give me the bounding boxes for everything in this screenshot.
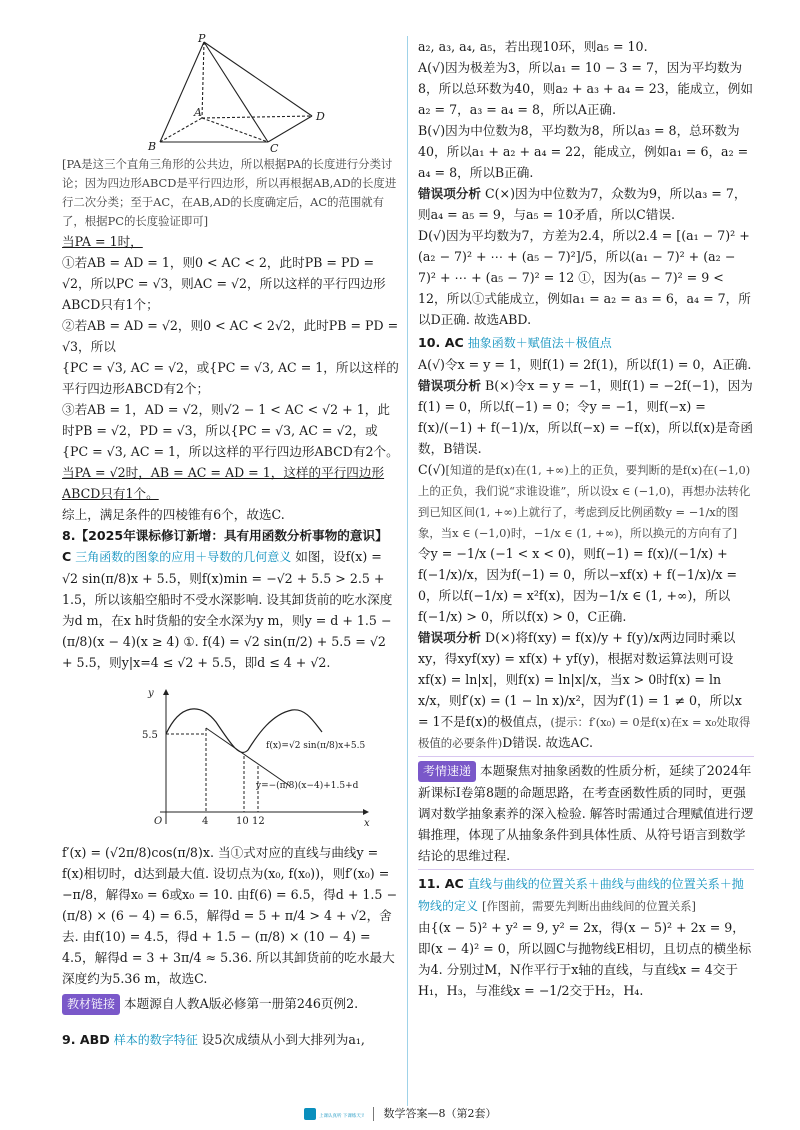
analysis-note: [PA是这三个直角三角形的公共边，所以根据PA的长度进行分类讨论；因为四边形ABCD是平行四边形，所以再根据AB,AD的长度进行二次分类；至于AC，在AB,AD的长度确定后，AC的范围就有了，根据PC的长度验证即可]	[62, 157, 397, 228]
brand-logo	[304, 1106, 364, 1122]
topic-tag: 三角函数的图象的应用＋导数的几何意义	[75, 550, 292, 564]
topic-tag: 样本的数字特征	[113, 1033, 198, 1047]
option-analysis: B(×)令x = y = −1，则f(1) = −2f(−1)，因为f(1) = 0，所以f(−1) = 0；令y = −1，则f(−x) = f(x)/(−1) + f(−1)/x，所以f(−x) = −f(x)，所以f(x)是奇函数，B错误.	[418, 378, 753, 456]
left-column-lower	[62, 842, 400, 1051]
textbook-link-tag: 教材链接	[62, 994, 120, 1015]
page-label: 数学答案—8（第2套）	[383, 1107, 497, 1120]
column-divider	[407, 36, 408, 1106]
right-column	[418, 36, 754, 1001]
error-analysis-label: 错误项分析	[418, 378, 481, 393]
x-tick-label: 12	[252, 816, 265, 827]
option-label: C(√)	[418, 462, 446, 477]
option-analysis: D(√)因为平均数为7，方差为2.4，所以2.4 = [(a₁ − 7)² + (a₂ − 7)² + ⋯ + (a₅ − 7)²]/5，所以(a₁ − 7)² + (a₂ − 7)² + ⋯ + (a₅ − 7)² = 12 ①，因为(a₅ − 7)² = 9 < 12，所以①式能成立，例如a₁ = a₂ = a₃ = 6，a₄ = 7，所以D正确. 故选ABD.	[418, 228, 751, 327]
solution-text: 如图，设f(x) = √2 sin(π/8)x + 5.5，则f(x)min = −√2 + 5.5 > 2.5 + 1.5，所以该船空船时不受水深影响. 设其卸货前的吃水深度为d m，在x h时货船的安全水深为y m，则y = d + 1.5 − (π/8)(x − 4)(x ≥ 4) ①. f(4) = √2 sin(π/2) + 5.5 = √2 + 5.5，则y|x=4 ≤ √2 + 5.5，即d ≤ 4 + √2.	[62, 549, 393, 670]
function-graph	[140, 684, 376, 834]
exam-trend-text: 本题聚焦对抽象函数的性质分析，延续了2024年新课标Ⅰ卷第8题的命题思路，在考查函数性质的同时，更强调对数学抽象素养的深入检验. 解答时需通过合理赋值进行逻辑推理，体现了从抽象条件到具体性质、从符号语言到数学结论的思维过程.	[418, 763, 754, 863]
solution-text: 设5次成绩从小到大排列为a₁,	[201, 1032, 365, 1047]
option-analysis: D(×)将f(xy) = f(x)/y + f(y)/x两边同时乘以xy，得xyf(xy) = xf(x) + yf(y)，根据对数运算法则可设xf(x) = ln|x|，则f(x) = ln|x|/x，当x > 0时f(x) = ln x/x，则f′(x) = (1 − ln x)/x²，因为f′(1) = 1 ≠ 0，所以x = 1不是f(x)的极值点，	[418, 630, 742, 729]
vertex-label: D	[316, 110, 325, 123]
analysis-note: [作图前，需要先判断出曲线间的位置关系]	[482, 899, 696, 913]
curve-label: f(x)=√2 sin(π/8)x+5.5	[266, 741, 366, 751]
question-heading: 10. AC	[418, 335, 464, 350]
page-footer	[0, 1105, 800, 1125]
case-item: ②若AB = AD = √2，则0 < AC < 2√2，此时PB = PD = √3，所以	[62, 318, 399, 354]
option-analysis: A(√)因为极差为3，所以a₁ = 10 − 3 = 7，因为平均数为8，所以总环数为40，则a₂ + a₃ + a₄ = 23，能成立，例如a₂ = 7，a₃ = a₄ = 8，所以A正确.	[418, 60, 753, 117]
x-tick-label: 4	[202, 816, 209, 827]
x-axis-label: x	[364, 818, 370, 829]
left-column	[62, 155, 400, 673]
case-heading: 当PA = √2时，AB = AC = AD = 1，这样的平行四边形ABCD只有1个。	[62, 465, 385, 501]
question-body	[62, 546, 400, 673]
vertex-label: P	[198, 32, 206, 45]
x-tick-label: 10	[236, 816, 249, 827]
analysis-note: [知道的是f(x)在(1, +∞)上的正负，要判断的是f(x)在(−1,0)上的正负，我们说“求谁设谁”，所以设x ∈ (−1,0)，再想办法转化到已知区间(1, +∞)上就行了，考虑到反比例函数y = −1/x的图象，当x ∈ (−1,0)时，−1/x ∈ (1, +∞)，所以换元的方向有了]	[418, 463, 751, 540]
vertex-label: C	[270, 142, 279, 152]
vertex-label: B	[148, 140, 157, 152]
hint-note: (提示：f′(x₀) = 0是f(x)在x = x₀处取得极值的必要条件)	[418, 715, 751, 750]
solution-text: f′(x) = (√2π/8)cos(π/8)x. 当①式对应的直线与曲线y = f(x)相切时，d达到最大值. 设切点为(x₀, f(x₀))，则f′(x₀) = −π/8，解得x₀ = 6或x₀ = 10. 由f(6) = 6.5，得d + 1.5 − (π/8) × (6 − 4) = 6.5，解得d = 5 + π/4 > 4 + √2，舍去. 由f(10) = 4.5，得d + 1.5 − (π/8) × (10 − 4) = 4.5，解得d = 3 + 3π/4 ≈ 5.36. 所以其卸货前的吃水最大深度约为5.36 m，故选C.	[62, 845, 397, 986]
summary: 综上，满足条件的四棱锥有6个，故选C.	[62, 507, 285, 522]
case-item: ③若AB = 1，AD = √2，则√2 − 1 < AC < √2 + 1，此时PB = √2，PD = √3，所以{PC = √3, AC = √2，或{PC = √3, AC = 1，所以这样的平行四边形ABCD有2个。	[62, 402, 399, 459]
y-axis-label: y	[148, 688, 154, 699]
line-label: y=−(π/8)(x−4)+1.5+d	[256, 781, 359, 791]
svg-text:上课认真听 下课练天天: 上课认真听 下课练天天	[318, 1114, 364, 1119]
origin-label: O	[154, 816, 163, 827]
answer: C	[62, 549, 72, 564]
case-heading: 当PA = 1时，	[62, 234, 143, 249]
option-analysis: A(√)令x = y = 1，则f(1) = 2f(1)，所以f(1) = 0，A正确.	[418, 357, 752, 372]
topic-tag: 抽象函数＋赋值法＋极值点	[467, 336, 612, 350]
option-analysis: 令y = −1/x (−1 < x < 0)，则f(−1) = f(x)/(−1/x) + f(−1/x)/x，因为f(−1) = 0，所以−xf(x) + f(−1/x)/x = 0，所以f(−1/x) = x²f(x)，因为−1/x ∈ (1, +∞)，所以f(−1/x) > 0，所以f(x) > 0，C正确.	[418, 546, 738, 624]
exam-trend-tag: 考情速递	[418, 761, 476, 782]
vertex-label: A	[194, 106, 202, 119]
question-heading: 9. ABD	[62, 1032, 110, 1047]
question-heading: 11. AC	[418, 876, 464, 891]
tangent-line	[206, 728, 290, 786]
solution-text: 由{(x − 5)² + y² = 9, y² = 2x，得(x − 5)² + 2x = 9，即(x − 4)² = 0，所以圆C与抛物线E相切，且切点的横坐标为4. 分别过M，N作平行于x轴的直线，与直线x = 4交于H₁，H₃，与准线x = −1/2交于H₂，H₄.	[418, 920, 752, 998]
case-item: {PC = √3, AC = √2，或{PC = √3, AC = 1，所以这样的平行四边形ABCD有2个；	[62, 360, 399, 396]
case-item: ①若AB = AD = 1，则0 < AC < 2，此时PB = PD = √2，所以PC = √3，则AC = √2，所以这样的平行四边形ABCD只有1个；	[62, 255, 386, 312]
option-analysis: C(×)因为中位数为7，众数为9，所以a₃ = 7，则a₄ = a₅ = 9，与a₅ = 10矛盾，所以C错误.	[418, 186, 747, 222]
option-analysis: D错误. 故选AC.	[502, 735, 593, 750]
question-heading: 8.【2025年课标修订新增：具有用函数分析事物的意识】	[62, 528, 388, 543]
option-analysis: B(√)因为中位数为8，平均数为8，所以a₃ = 8，总环数为40，所以a₁ + a₂ + a₄ = 22，能成立，例如a₁ = 6，a₂ = a₄ = 8，所以B正确.	[418, 123, 749, 180]
pyramid-figure	[140, 32, 340, 152]
y-tick-label: 5.5	[142, 730, 158, 741]
textbook-link-text: 本题源自人教A版必修第一册第246页例2.	[124, 996, 359, 1011]
error-analysis-label: 错误项分析	[418, 630, 481, 645]
topic-tag: 直线与曲线的位置关系＋曲线与曲线的位置关系＋抛物线的定义	[418, 877, 744, 913]
solution-text: a₂, a₃, a₄, a₅，若出现10环，则a₅ = 10.	[418, 39, 648, 54]
error-analysis-label: 错误项分析	[418, 186, 481, 201]
